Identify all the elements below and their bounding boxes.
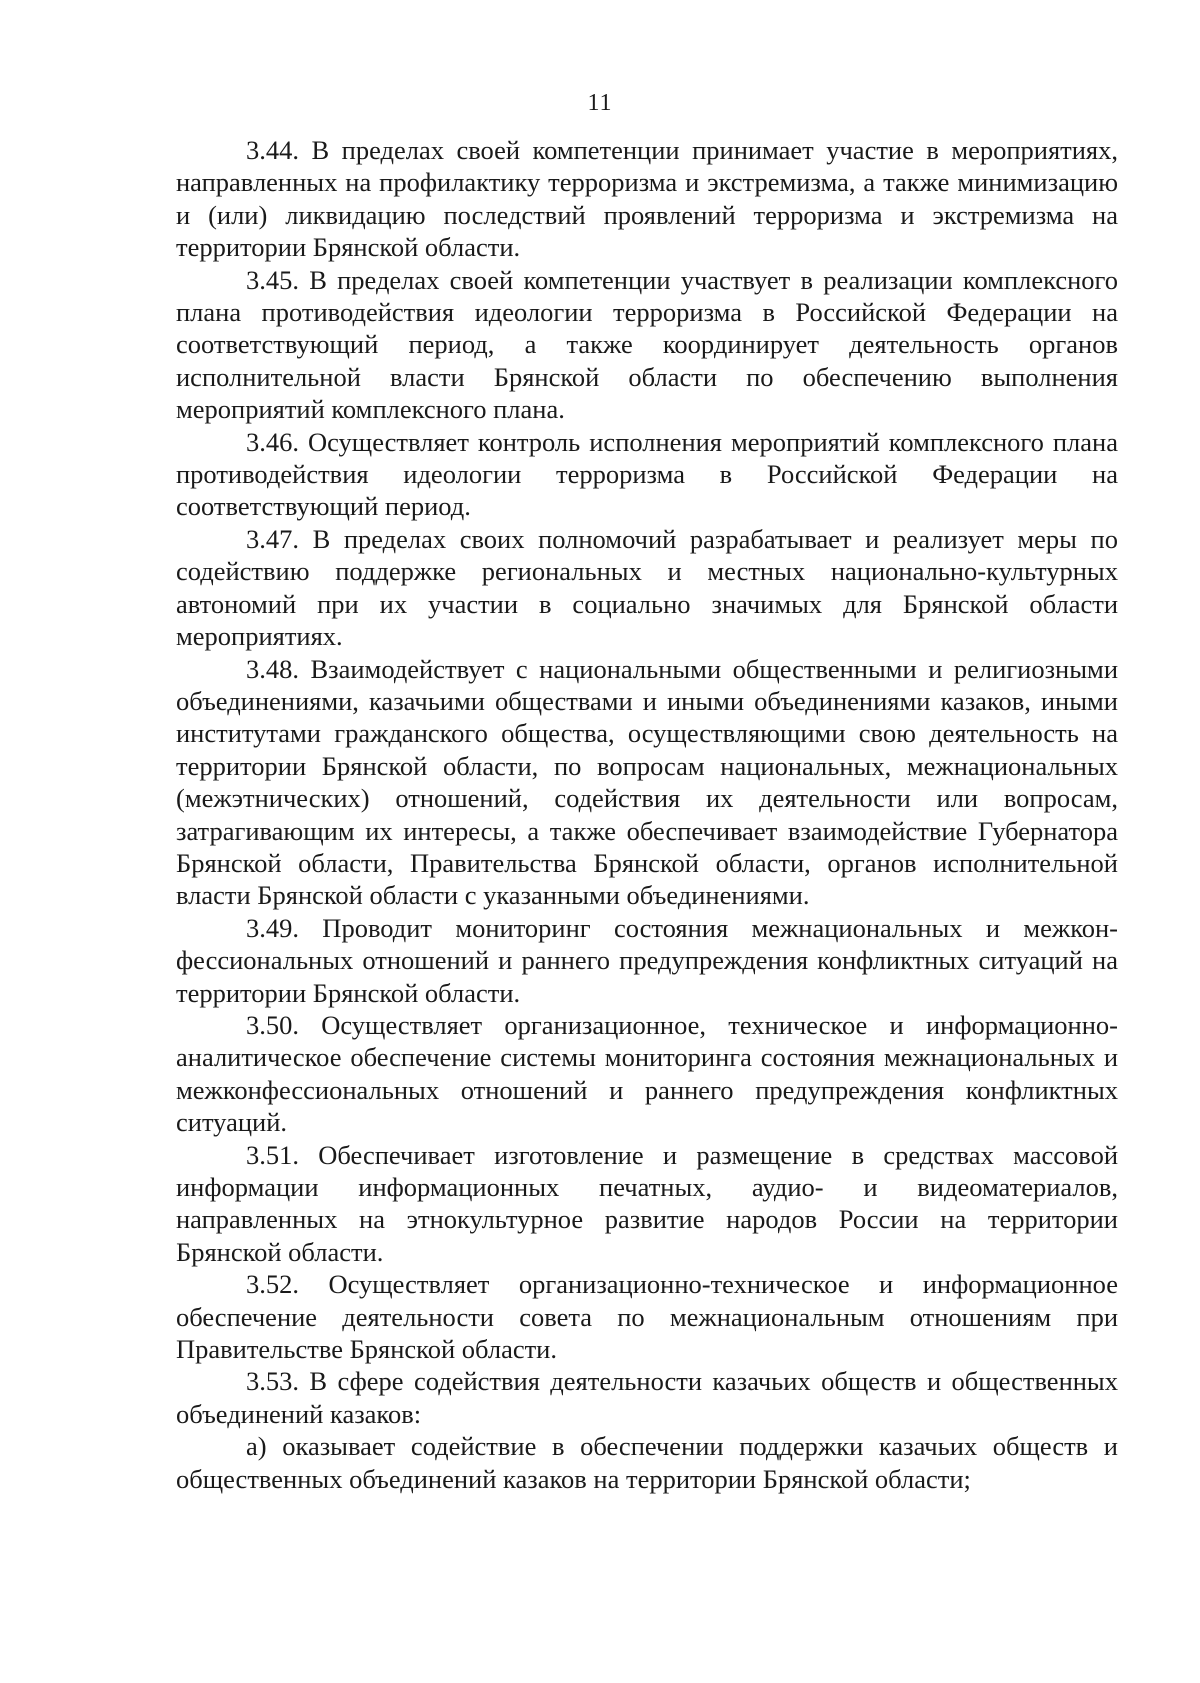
paragraph-3-53: 3.53. В сфере содействия деятельности казачьих обществ и общественных объединений казаков: [176, 1366, 1118, 1429]
page-number: 11 [587, 90, 613, 116]
paragraph-3-53-a: а) оказывает содействие в обеспечении поддержки казачьих обществ и общественных объединений казаков на территории Брянской области; [176, 1431, 1118, 1494]
paragraph-3-49: 3.49. Проводит мониторинг состояния межнациональных и межконфессиональных отношений и раннего предупреждения конфликтных ситуаций на территории Брянской области. [176, 912, 1118, 1008]
paragraph-3-45: 3.45. В пределах своей компетенции участвует в реализации комплексного плана противодействия идеологии терроризма в Российской Федерации на соответствующий период, а также координирует деятельность органов исполнительной власти Брянской области по обеспечению выполнения мероприятий комплексного плана. [176, 264, 1118, 425]
paragraph-3-46: 3.46. Осуществляет контроль исполнения мероприятий комплексного плана противодействия идеологии терроризма в Российской Федерации на соответствующий период. [176, 426, 1118, 522]
paragraph-3-51: 3.51. Обеспечивает изготовление и размещение в средствах массовой информации информационных печатных, аудио- и видеоматериалов, направленных на этнокультурное развитие народов России на территории Брянской области. [176, 1139, 1118, 1267]
document-body [176, 134, 1118, 1495]
paragraph-3-50: 3.50. Осуществляет организационное, техническое и информационно-аналитическое обеспечение системы мониторинга состояния межнациональных и межконфессиональных отношений и раннего предупреждения конфликтных ситуаций. [176, 1009, 1118, 1138]
paragraph-3-48: 3.48. Взаимодействует с национальными общественными и религиозными объединениями, казачьими обществами и иными объединениями казаков, иными институтами гражданского общества, осуществляющими свою деятельность на территории Брянской области, по вопросам национальных, межнациональных (межэтнических) отношений, содействия их деятельности или вопросам, затрагивающим их интересы, а также обеспечивает взаимодействие Губернатора Брянской области, Правительства Брянской области, органов исполнительной власти Брянской области с указанными объединениями. [176, 653, 1118, 911]
paragraph-3-52: 3.52. Осуществляет организационно-техническое и информационное обеспечение деятельности совета по межнациональным отношениям при Правительстве Брянской области. [176, 1269, 1118, 1365]
paragraph-3-47: 3.47. В пределах своих полномочий разрабатывает и реализует меры по содействию поддержке региональных и местных национально-культурных автономий при их участии в социально значимых для Брянской области мероприятиях. [176, 523, 1118, 652]
paragraph-3-44: 3.44. В пределах своей компетенции принимает участие в мероприятиях, направленных на профилактику терроризма и экстремизма, а также минимизацию и (или) ликвидацию последствий проявлений терроризма и экстремизма на территории Брянской области. [176, 135, 1118, 263]
